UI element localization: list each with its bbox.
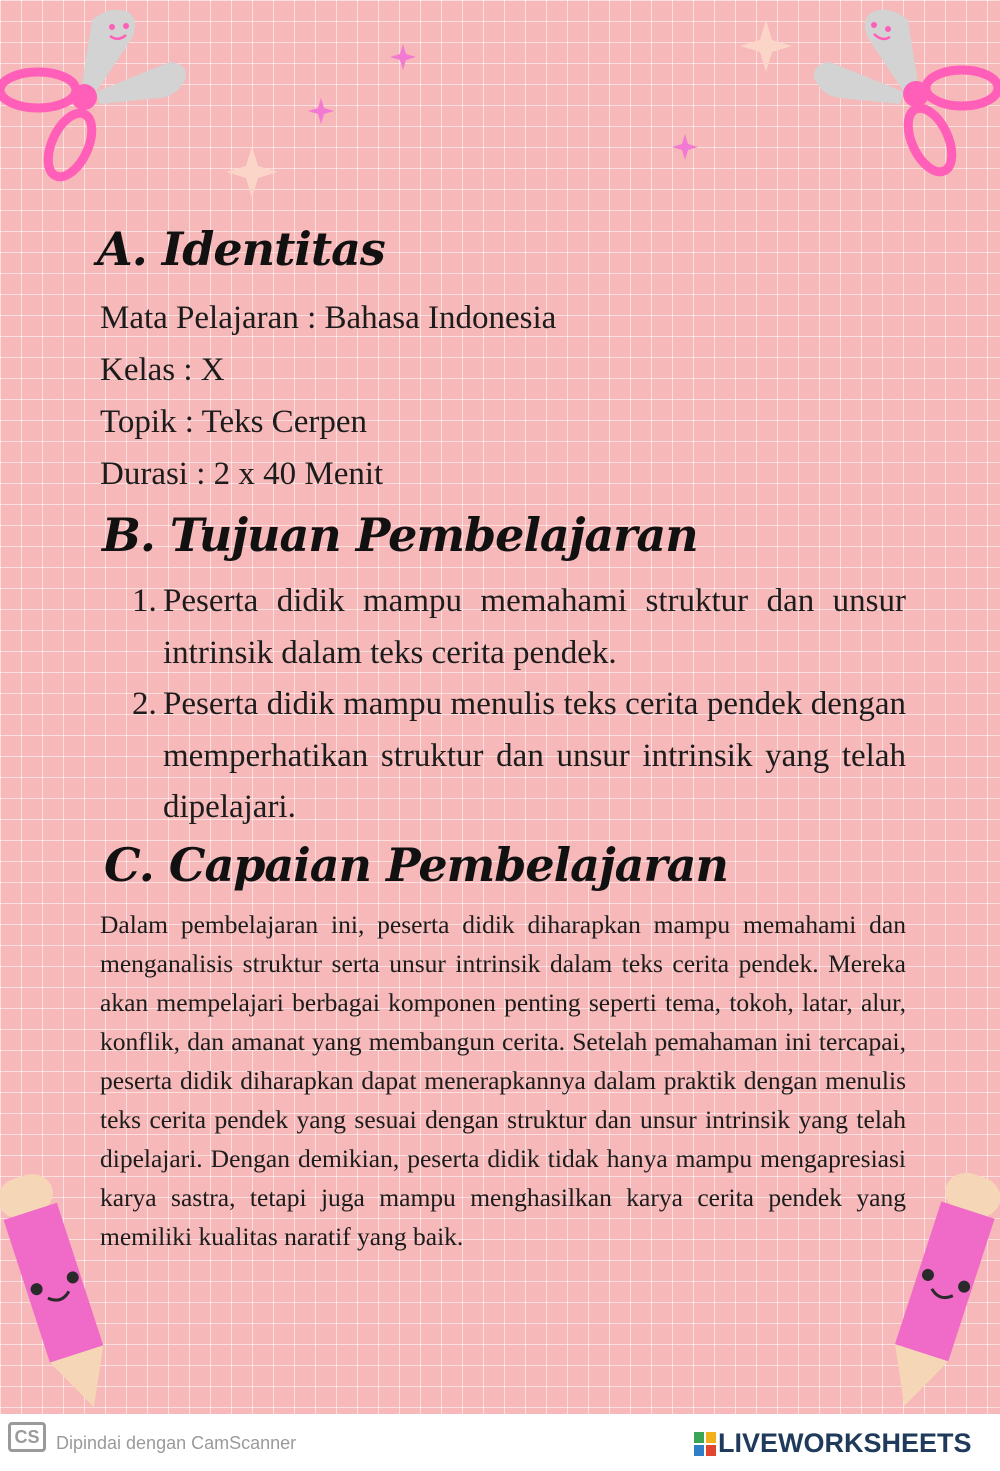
identitas-line: Topik : Teks Cerpen [100,404,367,440]
identitas-line: Mata Pelajaran : Bahasa Indonesia [100,300,557,336]
sparkle-icon [740,20,792,72]
list-item-text: Peserta didik mampu memahami struktur dan unsur intrinsik dalam teks cerita pendek. [163,583,906,671]
list-item-number: 1. [132,583,157,619]
capaian-paragraph: Dalam pembelajaran ini, peserta didik diharapkan mampu memahami dan menganalisis struktur serta unsur intrinsik dalam teks cerita pendek. Mereka akan mempelajari berbagai komponen penting seperti tema, tokoh, latar, alur, konflik, dan amanat yang membangun cerita. Setelah pemahaman ini tercapai, peserta didik diharapkan dapat menerapkannya dalam praktik dengan menulis teks cerita pendek yang sesuai dengan struktur dan unsur intrinsik yang telah dipelajari. Dengan demikian, peserta didik tidak hanya mampu mengapresiasi karya sastra, tetapi juga mampu menghasilkan karya cerita pendek yang memiliki kualitas naratif yang baik. [100,910,906,1251]
sparkle-icon [226,146,278,198]
list-item [132,679,906,834]
list-item-number: 2. [132,686,157,722]
liveworksheets-logo-icon [694,1432,716,1456]
identitas-line: Durasi : 2 x 40 Menit [100,456,384,492]
footer-bar [0,1414,1000,1471]
list-item-text: Peserta didik mampu menulis teks cerita pendek dengan memperhatikan struktur dan unsur intrinsik yang telah dipelajari. [163,686,906,825]
section-heading-tujuan: B. Tujuan Pembelajaran [102,508,698,562]
section-heading-capaian: C. Capaian Pembelajaran [104,838,728,892]
sparkle-icon [308,98,334,124]
camscanner-caption: Dipindai dengan CamScanner [56,1433,297,1453]
section-heading-identitas: A. Identitas [97,222,385,276]
sparkle-icon [672,134,698,160]
identitas-list [100,292,920,500]
scissors-right-icon [800,0,1000,190]
identitas-line: Kelas : X [100,352,225,388]
liveworksheets-brand: LIVEWORKSHEETS [718,1428,972,1458]
scissors-left-icon [0,0,200,190]
sparkle-icon [390,44,416,70]
camscanner-logo-icon: CS [8,1422,46,1452]
list-item [132,576,906,679]
tujuan-list [132,576,906,834]
